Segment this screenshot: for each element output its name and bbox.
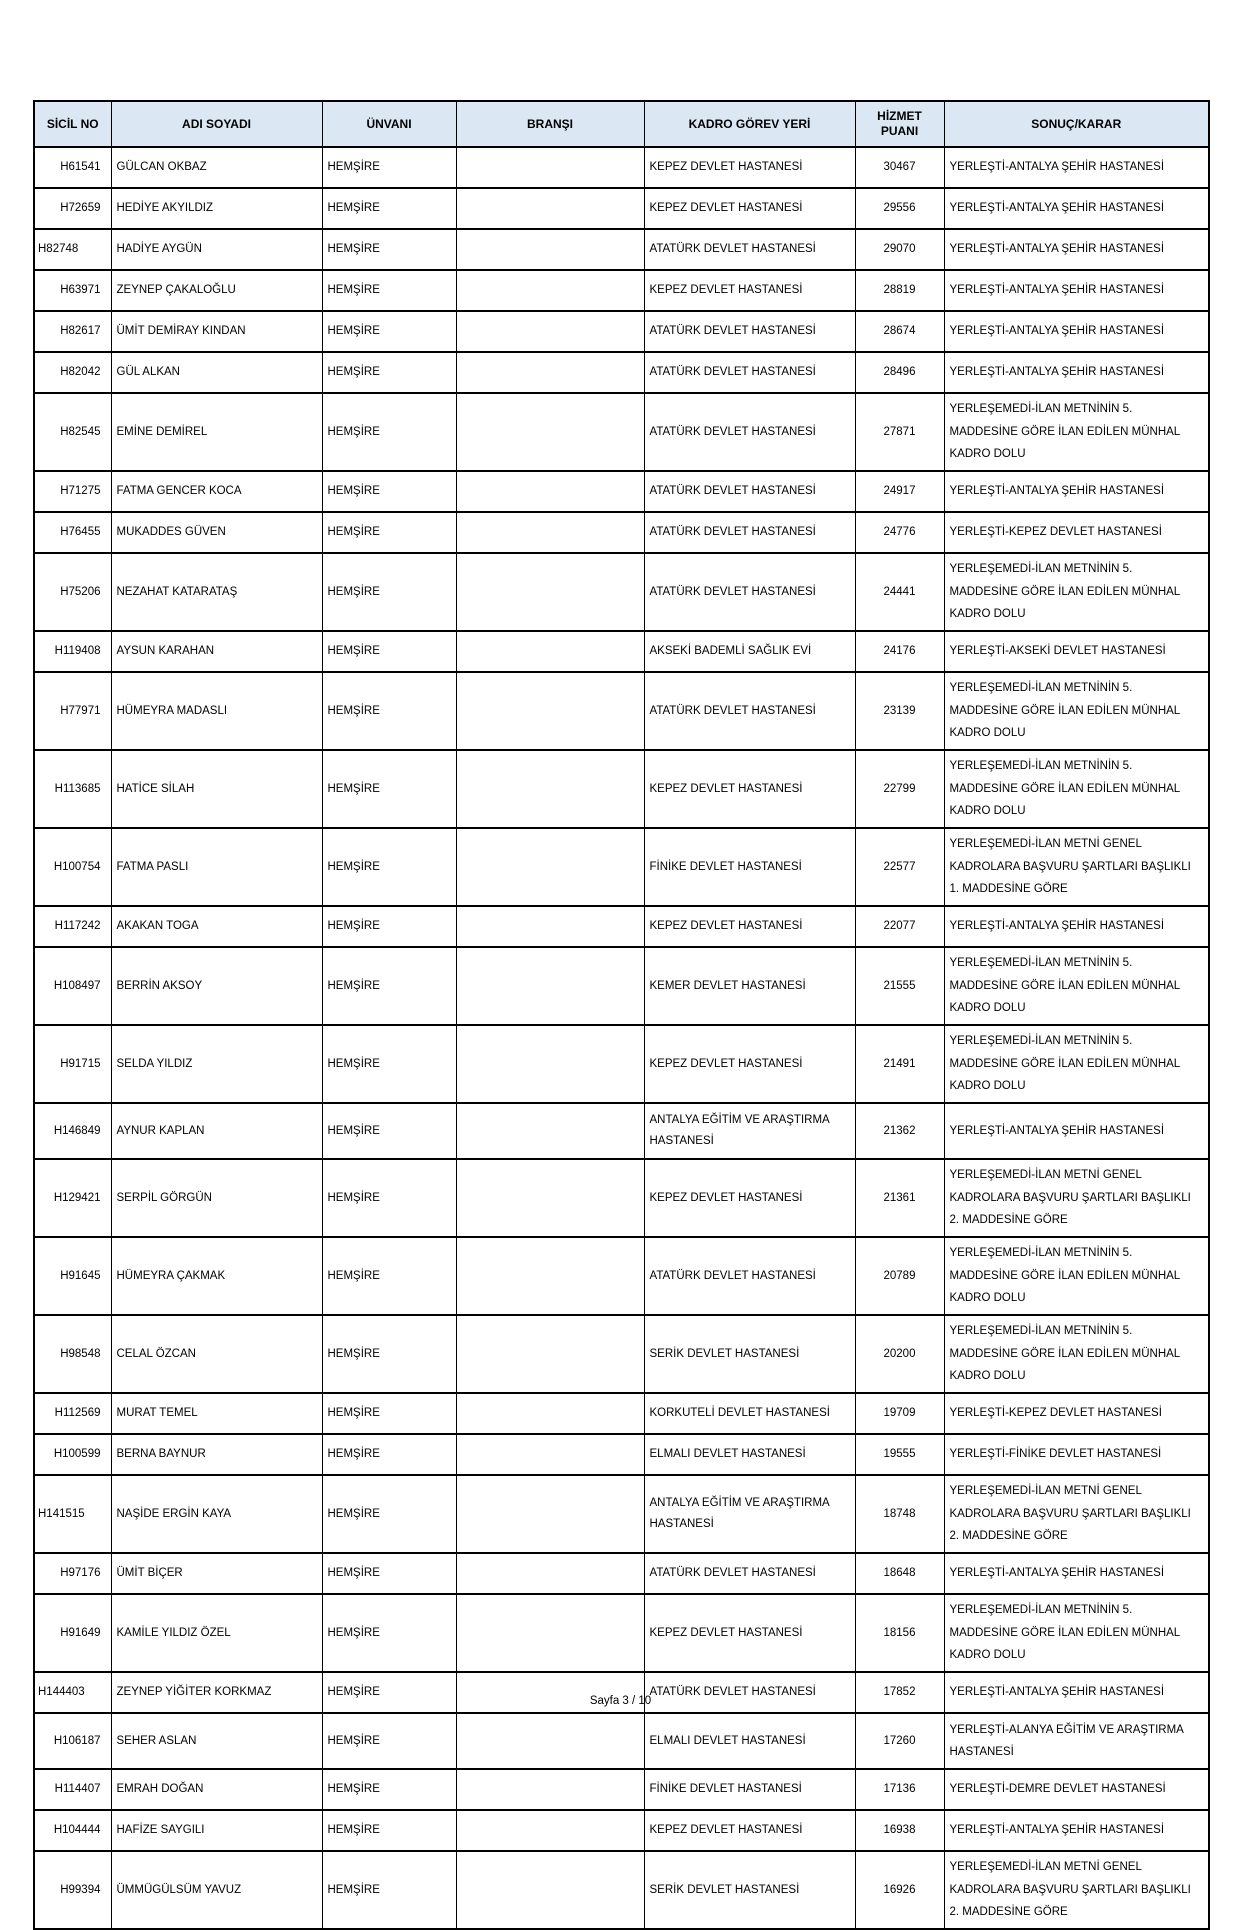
cell-bransi	[456, 352, 644, 393]
column-header-sonuc-karar: SONUÇ/KARAR	[944, 101, 1209, 147]
cell-sicil-no: H129421	[34, 1159, 111, 1237]
table-row	[34, 512, 1209, 553]
cell-unvani: HEMŞİRE	[322, 1475, 456, 1553]
cell-kadro-gorev-yeri: ATATÜRK DEVLET HASTANESİ	[644, 471, 855, 512]
cell-sicil-no: H100599	[34, 1434, 111, 1475]
cell-sicil-no: H119408	[34, 631, 111, 672]
cell-sicil-no: H144403	[34, 1672, 111, 1713]
cell-hizmet-puani: 29070	[855, 229, 944, 270]
cell-unvani: HEMŞİRE	[322, 1769, 456, 1810]
cell-kadro-gorev-yeri: ATATÜRK DEVLET HASTANESİ	[644, 1672, 855, 1713]
cell-hizmet-puani: 18748	[855, 1475, 944, 1553]
cell-sicil-no: H106187	[34, 1713, 111, 1769]
cell-sicil-no: H104444	[34, 1810, 111, 1851]
cell-unvani: HEMŞİRE	[322, 352, 456, 393]
cell-adi-soyadi: ZEYNEP ÇAKALOĞLU	[111, 270, 322, 311]
cell-bransi	[456, 906, 644, 947]
cell-sicil-no: H63971	[34, 270, 111, 311]
table-row	[34, 828, 1209, 906]
cell-hizmet-puani: 22799	[855, 750, 944, 828]
cell-sicil-no: H76455	[34, 512, 111, 553]
cell-kadro-gorev-yeri: KEPEZ DEVLET HASTANESİ	[644, 1810, 855, 1851]
cell-sonuc-karar: YERLEŞTİ-DEMRE DEVLET HASTANESİ	[944, 1769, 1209, 1810]
cell-kadro-gorev-yeri: AKSEKİ BADEMLİ SAĞLIK EVİ	[644, 631, 855, 672]
cell-sonuc-karar: YERLEŞEMEDİ-İLAN METNİNİN 5. MADDESİNE GÖRE İLAN EDİLEN MÜNHAL KADRO DOLU	[944, 393, 1209, 471]
table-row	[34, 147, 1209, 188]
cell-bransi	[456, 311, 644, 352]
cell-kadro-gorev-yeri: ATATÜRK DEVLET HASTANESİ	[644, 311, 855, 352]
cell-sicil-no: H141515	[34, 1475, 111, 1553]
cell-bransi	[456, 1315, 644, 1393]
cell-kadro-gorev-yeri: ELMALI DEVLET HASTANESİ	[644, 1713, 855, 1769]
cell-bransi	[456, 229, 644, 270]
cell-adi-soyadi: NEZAHAT KATARATAŞ	[111, 553, 322, 631]
cell-bransi	[456, 828, 644, 906]
cell-kadro-gorev-yeri: FİNİKE DEVLET HASTANESİ	[644, 1769, 855, 1810]
cell-sonuc-karar: YERLEŞTİ-KEPEZ DEVLET HASTANESİ	[944, 1393, 1209, 1434]
cell-sonuc-karar: YERLEŞTİ-ANTALYA ŞEHİR HASTANESİ	[944, 1810, 1209, 1851]
cell-kadro-gorev-yeri: KEPEZ DEVLET HASTANESİ	[644, 147, 855, 188]
cell-hizmet-puani: 17852	[855, 1672, 944, 1713]
cell-adi-soyadi: EMİNE DEMİREL	[111, 393, 322, 471]
cell-adi-soyadi: BERNA BAYNUR	[111, 1434, 322, 1475]
cell-sonuc-karar: YERLEŞTİ-ANTALYA ŞEHİR HASTANESİ	[944, 471, 1209, 512]
cell-sonuc-karar: YERLEŞEMEDİ-İLAN METNİNİN 5. MADDESİNE GÖRE İLAN EDİLEN MÜNHAL KADRO DOLU	[944, 672, 1209, 750]
cell-unvani: HEMŞİRE	[322, 1237, 456, 1315]
cell-unvani: HEMŞİRE	[322, 1810, 456, 1851]
table-row	[34, 188, 1209, 229]
table-row	[34, 672, 1209, 750]
cell-bransi	[456, 672, 644, 750]
cell-hizmet-puani: 22077	[855, 906, 944, 947]
cell-sicil-no: H77971	[34, 672, 111, 750]
cell-sonuc-karar: YERLEŞEMEDİ-İLAN METNİNİN 5. MADDESİNE GÖRE İLAN EDİLEN MÜNHAL KADRO DOLU	[944, 553, 1209, 631]
table-row	[34, 393, 1209, 471]
cell-bransi	[456, 1475, 644, 1553]
cell-kadro-gorev-yeri: SERİK DEVLET HASTANESİ	[644, 1315, 855, 1393]
table-row	[34, 1315, 1209, 1393]
cell-bransi	[456, 393, 644, 471]
table-row	[34, 1475, 1209, 1553]
cell-adi-soyadi: HAFİZE SAYGILI	[111, 1810, 322, 1851]
table-row	[34, 1025, 1209, 1103]
cell-bransi	[456, 553, 644, 631]
cell-sicil-no: H61541	[34, 147, 111, 188]
table-row	[34, 1851, 1209, 1929]
table-row	[34, 1553, 1209, 1594]
cell-hizmet-puani: 19709	[855, 1393, 944, 1434]
table-row	[34, 270, 1209, 311]
cell-kadro-gorev-yeri: KEMER DEVLET HASTANESİ	[644, 947, 855, 1025]
cell-kadro-gorev-yeri: KEPEZ DEVLET HASTANESİ	[644, 1025, 855, 1103]
column-header-unvani: ÜNVANI	[322, 101, 456, 147]
cell-adi-soyadi: EMRAH DOĞAN	[111, 1769, 322, 1810]
cell-kadro-gorev-yeri: ANTALYA EĞİTİM VE ARAŞTIRMA HASTANESİ	[644, 1475, 855, 1553]
cell-sonuc-karar: YERLEŞTİ-FİNİKE DEVLET HASTANESİ	[944, 1434, 1209, 1475]
cell-unvani: HEMŞİRE	[322, 1025, 456, 1103]
cell-sonuc-karar: YERLEŞEMEDİ-İLAN METNİ GENEL KADROLARA BAŞVURU ŞARTLARI BAŞLIKLI 2. MADDESİNE GÖRE	[944, 1851, 1209, 1929]
table-row	[34, 1159, 1209, 1237]
cell-hizmet-puani: 22577	[855, 828, 944, 906]
cell-sicil-no: H100754	[34, 828, 111, 906]
cell-sicil-no: H99394	[34, 1851, 111, 1929]
cell-bransi	[456, 750, 644, 828]
cell-sicil-no: H117242	[34, 906, 111, 947]
cell-sonuc-karar: YERLEŞTİ-ANTALYA ŞEHİR HASTANESİ	[944, 1553, 1209, 1594]
cell-sicil-no: H72659	[34, 188, 111, 229]
cell-bransi	[456, 631, 644, 672]
cell-sonuc-karar: YERLEŞTİ-ANTALYA ŞEHİR HASTANESİ	[944, 906, 1209, 947]
cell-kadro-gorev-yeri: KEPEZ DEVLET HASTANESİ	[644, 750, 855, 828]
cell-unvani: HEMŞİRE	[322, 631, 456, 672]
table-row	[34, 1769, 1209, 1810]
table-row	[34, 1594, 1209, 1672]
cell-bransi	[456, 1594, 644, 1672]
cell-kadro-gorev-yeri: ATATÜRK DEVLET HASTANESİ	[644, 393, 855, 471]
table-row	[34, 906, 1209, 947]
cell-kadro-gorev-yeri: KEPEZ DEVLET HASTANESİ	[644, 906, 855, 947]
cell-hizmet-puani: 28496	[855, 352, 944, 393]
cell-unvani: HEMŞİRE	[322, 229, 456, 270]
cell-kadro-gorev-yeri: ANTALYA EĞİTİM VE ARAŞTIRMA HASTANESİ	[644, 1103, 855, 1159]
cell-hizmet-puani: 16938	[855, 1810, 944, 1851]
cell-sicil-no: H82748	[34, 229, 111, 270]
cell-hizmet-puani: 23139	[855, 672, 944, 750]
cell-bransi	[456, 1159, 644, 1237]
cell-adi-soyadi: HEDİYE AKYILDIZ	[111, 188, 322, 229]
cell-sonuc-karar: YERLEŞEMEDİ-İLAN METNİNİN 5. MADDESİNE GÖRE İLAN EDİLEN MÜNHAL KADRO DOLU	[944, 947, 1209, 1025]
cell-sicil-no: H113685	[34, 750, 111, 828]
cell-sicil-no: H108497	[34, 947, 111, 1025]
cell-unvani: HEMŞİRE	[322, 553, 456, 631]
table-row	[34, 553, 1209, 631]
cell-hizmet-puani: 18648	[855, 1553, 944, 1594]
cell-kadro-gorev-yeri: ELMALI DEVLET HASTANESİ	[644, 1434, 855, 1475]
cell-adi-soyadi: NAŞİDE ERGİN KAYA	[111, 1475, 322, 1553]
table-row	[34, 1810, 1209, 1851]
cell-adi-soyadi: HATİCE SİLAH	[111, 750, 322, 828]
cell-sonuc-karar: YERLEŞTİ-ANTALYA ŞEHİR HASTANESİ	[944, 352, 1209, 393]
cell-kadro-gorev-yeri: ATATÜRK DEVLET HASTANESİ	[644, 512, 855, 553]
cell-adi-soyadi: SEHER ASLAN	[111, 1713, 322, 1769]
cell-bransi	[456, 1851, 644, 1929]
cell-hizmet-puani: 20200	[855, 1315, 944, 1393]
cell-unvani: HEMŞİRE	[322, 1315, 456, 1393]
cell-sonuc-karar: YERLEŞTİ-ANTALYA ŞEHİR HASTANESİ	[944, 229, 1209, 270]
cell-adi-soyadi: AKAKAN TOGA	[111, 906, 322, 947]
cell-hizmet-puani: 19555	[855, 1434, 944, 1475]
column-header-bransi: BRANŞI	[456, 101, 644, 147]
cell-kadro-gorev-yeri: FİNİKE DEVLET HASTANESİ	[644, 828, 855, 906]
cell-hizmet-puani: 30467	[855, 147, 944, 188]
cell-kadro-gorev-yeri: ATATÜRK DEVLET HASTANESİ	[644, 672, 855, 750]
cell-sicil-no: H82617	[34, 311, 111, 352]
table-row	[34, 311, 1209, 352]
cell-unvani: HEMŞİRE	[322, 750, 456, 828]
placement-table	[33, 100, 1210, 1930]
table-header-row	[34, 101, 1209, 147]
cell-unvani: HEMŞİRE	[322, 1159, 456, 1237]
cell-kadro-gorev-yeri: ATATÜRK DEVLET HASTANESİ	[644, 553, 855, 631]
cell-adi-soyadi: ÜMİT DEMİRAY KINDAN	[111, 311, 322, 352]
cell-kadro-gorev-yeri: KEPEZ DEVLET HASTANESİ	[644, 188, 855, 229]
cell-sonuc-karar: YERLEŞTİ-ALANYA EĞİTİM VE ARAŞTIRMA HASTANESİ	[944, 1713, 1209, 1769]
cell-hizmet-puani: 24776	[855, 512, 944, 553]
cell-unvani: HEMŞİRE	[322, 270, 456, 311]
cell-hizmet-puani: 28819	[855, 270, 944, 311]
cell-bransi	[456, 270, 644, 311]
cell-adi-soyadi: CELAL ÖZCAN	[111, 1315, 322, 1393]
cell-adi-soyadi: SELDA YILDIZ	[111, 1025, 322, 1103]
cell-unvani: HEMŞİRE	[322, 393, 456, 471]
cell-unvani: HEMŞİRE	[322, 947, 456, 1025]
cell-hizmet-puani: 24441	[855, 553, 944, 631]
cell-sicil-no: H98548	[34, 1315, 111, 1393]
cell-sicil-no: H91649	[34, 1594, 111, 1672]
cell-adi-soyadi: HADİYE AYGÜN	[111, 229, 322, 270]
cell-unvani: HEMŞİRE	[322, 1713, 456, 1769]
cell-sicil-no: H114407	[34, 1769, 111, 1810]
cell-hizmet-puani: 29556	[855, 188, 944, 229]
table-row	[34, 229, 1209, 270]
cell-unvani: HEMŞİRE	[322, 1393, 456, 1434]
column-header-hizmet-puani: HİZMET PUANI	[855, 101, 944, 147]
cell-adi-soyadi: HÜMEYRA ÇAKMAK	[111, 1237, 322, 1315]
table-row	[34, 947, 1209, 1025]
cell-adi-soyadi: SERPİL GÖRGÜN	[111, 1159, 322, 1237]
cell-kadro-gorev-yeri: ATATÜRK DEVLET HASTANESİ	[644, 1237, 855, 1315]
cell-sicil-no: H82042	[34, 352, 111, 393]
cell-bransi	[456, 188, 644, 229]
cell-adi-soyadi: FATMA PASLI	[111, 828, 322, 906]
cell-sicil-no: H82545	[34, 393, 111, 471]
cell-unvani: HEMŞİRE	[322, 471, 456, 512]
cell-sonuc-karar: YERLEŞTİ-ANTALYA ŞEHİR HASTANESİ	[944, 1103, 1209, 1159]
cell-unvani: HEMŞİRE	[322, 1103, 456, 1159]
cell-adi-soyadi: ÜMMÜGÜLSÜM YAVUZ	[111, 1851, 322, 1929]
cell-sonuc-karar: YERLEŞTİ-ANTALYA ŞEHİR HASTANESİ	[944, 188, 1209, 229]
cell-unvani: HEMŞİRE	[322, 147, 456, 188]
cell-hizmet-puani: 28674	[855, 311, 944, 352]
cell-bransi	[456, 947, 644, 1025]
cell-sonuc-karar: YERLEŞTİ-ANTALYA ŞEHİR HASTANESİ	[944, 1672, 1209, 1713]
cell-hizmet-puani: 21491	[855, 1025, 944, 1103]
cell-hizmet-puani: 16926	[855, 1851, 944, 1929]
cell-kadro-gorev-yeri: SERİK DEVLET HASTANESİ	[644, 1851, 855, 1929]
cell-unvani: HEMŞİRE	[322, 1594, 456, 1672]
cell-sicil-no: H75206	[34, 553, 111, 631]
cell-sicil-no: H91715	[34, 1025, 111, 1103]
cell-adi-soyadi: ÜMİT BİÇER	[111, 1553, 322, 1594]
cell-sonuc-karar: YERLEŞTİ-ANTALYA ŞEHİR HASTANESİ	[944, 311, 1209, 352]
column-header-sicil-no: SİCİL NO	[34, 101, 111, 147]
cell-sonuc-karar: YERLEŞTİ-ANTALYA ŞEHİR HASTANESİ	[944, 270, 1209, 311]
cell-adi-soyadi: AYNUR KAPLAN	[111, 1103, 322, 1159]
cell-bransi	[456, 1553, 644, 1594]
table-row	[34, 1434, 1209, 1475]
column-header-adi-soyadi: ADI SOYADI	[111, 101, 322, 147]
placement-table-sheet	[33, 100, 1208, 1930]
cell-sicil-no: H112569	[34, 1393, 111, 1434]
cell-adi-soyadi: MURAT TEMEL	[111, 1393, 322, 1434]
cell-hizmet-puani: 27871	[855, 393, 944, 471]
cell-hizmet-puani: 20789	[855, 1237, 944, 1315]
cell-sonuc-karar: YERLEŞEMEDİ-İLAN METNİNİN 5. MADDESİNE GÖRE İLAN EDİLEN MÜNHAL KADRO DOLU	[944, 1025, 1209, 1103]
table-row	[34, 1393, 1209, 1434]
cell-unvani: HEMŞİRE	[322, 1434, 456, 1475]
cell-sonuc-karar: YERLEŞEMEDİ-İLAN METNİ GENEL KADROLARA BAŞVURU ŞARTLARI BAŞLIKLI 2. MADDESİNE GÖRE	[944, 1475, 1209, 1553]
cell-kadro-gorev-yeri: ATATÜRK DEVLET HASTANESİ	[644, 229, 855, 270]
cell-sonuc-karar: YERLEŞTİ-KEPEZ DEVLET HASTANESİ	[944, 512, 1209, 553]
cell-adi-soyadi: KAMİLE YILDIZ ÖZEL	[111, 1594, 322, 1672]
cell-sonuc-karar: YERLEŞTİ-ANTALYA ŞEHİR HASTANESİ	[944, 147, 1209, 188]
cell-unvani: HEMŞİRE	[322, 1851, 456, 1929]
table-row	[34, 1237, 1209, 1315]
cell-bransi	[456, 1025, 644, 1103]
cell-bransi	[456, 1810, 644, 1851]
cell-kadro-gorev-yeri: KORKUTELİ DEVLET HASTANESİ	[644, 1393, 855, 1434]
table-row	[34, 750, 1209, 828]
cell-sicil-no: H91645	[34, 1237, 111, 1315]
cell-hizmet-puani: 17136	[855, 1769, 944, 1810]
table-body	[34, 147, 1209, 1929]
cell-adi-soyadi: GÜL ALKAN	[111, 352, 322, 393]
cell-unvani: HEMŞİRE	[322, 188, 456, 229]
cell-unvani: HEMŞİRE	[322, 1672, 456, 1713]
cell-adi-soyadi: MUKADDES GÜVEN	[111, 512, 322, 553]
cell-sonuc-karar: YERLEŞTİ-AKSEKİ DEVLET HASTANESİ	[944, 631, 1209, 672]
cell-bransi	[456, 147, 644, 188]
cell-adi-soyadi: BERRİN AKSOY	[111, 947, 322, 1025]
cell-adi-soyadi: AYSUN KARAHAN	[111, 631, 322, 672]
cell-unvani: HEMŞİRE	[322, 906, 456, 947]
cell-sonuc-karar: YERLEŞEMEDİ-İLAN METNİNİN 5. MADDESİNE GÖRE İLAN EDİLEN MÜNHAL KADRO DOLU	[944, 1594, 1209, 1672]
table-row	[34, 1713, 1209, 1769]
cell-adi-soyadi: GÜLCAN OKBAZ	[111, 147, 322, 188]
table-row	[34, 471, 1209, 512]
table-row	[34, 352, 1209, 393]
table-header	[34, 101, 1209, 147]
cell-adi-soyadi: HÜMEYRA MADASLI	[111, 672, 322, 750]
cell-hizmet-puani: 24917	[855, 471, 944, 512]
cell-sonuc-karar: YERLEŞEMEDİ-İLAN METNİNİN 5. MADDESİNE GÖRE İLAN EDİLEN MÜNHAL KADRO DOLU	[944, 750, 1209, 828]
cell-sonuc-karar: YERLEŞEMEDİ-İLAN METNİNİN 5. MADDESİNE GÖRE İLAN EDİLEN MÜNHAL KADRO DOLU	[944, 1315, 1209, 1393]
cell-bransi	[456, 1103, 644, 1159]
cell-adi-soyadi: ZEYNEP YİĞİTER KORKMAZ	[111, 1672, 322, 1713]
cell-unvani: HEMŞİRE	[322, 311, 456, 352]
table-row	[34, 1103, 1209, 1159]
cell-kadro-gorev-yeri: ATATÜRK DEVLET HASTANESİ	[644, 1553, 855, 1594]
page-number: Sayfa 3 / 10	[589, 1695, 652, 1707]
cell-hizmet-puani: 24176	[855, 631, 944, 672]
cell-bransi	[456, 1713, 644, 1769]
cell-sicil-no: H97176	[34, 1553, 111, 1594]
cell-sonuc-karar: YERLEŞEMEDİ-İLAN METNİ GENEL KADROLARA BAŞVURU ŞARTLARI BAŞLIKLI 2. MADDESİNE GÖRE	[944, 1159, 1209, 1237]
cell-bransi	[456, 1434, 644, 1475]
cell-bransi	[456, 1393, 644, 1434]
cell-hizmet-puani: 21362	[855, 1103, 944, 1159]
cell-unvani: HEMŞİRE	[322, 512, 456, 553]
cell-bransi	[456, 1237, 644, 1315]
cell-unvani: HEMŞİRE	[322, 828, 456, 906]
cell-unvani: HEMŞİRE	[322, 1553, 456, 1594]
cell-hizmet-puani: 21555	[855, 947, 944, 1025]
cell-unvani: HEMŞİRE	[322, 672, 456, 750]
cell-hizmet-puani: 21361	[855, 1159, 944, 1237]
cell-kadro-gorev-yeri: ATATÜRK DEVLET HASTANESİ	[644, 352, 855, 393]
cell-hizmet-puani: 17260	[855, 1713, 944, 1769]
cell-sicil-no: H71275	[34, 471, 111, 512]
cell-sicil-no: H146849	[34, 1103, 111, 1159]
cell-sonuc-karar: YERLEŞEMEDİ-İLAN METNİ GENEL KADROLARA BAŞVURU ŞARTLARI BAŞLIKLI 1. MADDESİNE GÖRE	[944, 828, 1209, 906]
cell-bransi	[456, 1769, 644, 1810]
cell-sonuc-karar: YERLEŞEMEDİ-İLAN METNİNİN 5. MADDESİNE GÖRE İLAN EDİLEN MÜNHAL KADRO DOLU	[944, 1237, 1209, 1315]
table-row	[34, 631, 1209, 672]
cell-bransi	[456, 471, 644, 512]
cell-hizmet-puani: 18156	[855, 1594, 944, 1672]
column-header-kadro-gorev-yeri: KADRO GÖREV YERİ	[644, 101, 855, 147]
cell-kadro-gorev-yeri: KEPEZ DEVLET HASTANESİ	[644, 1159, 855, 1237]
cell-kadro-gorev-yeri: KEPEZ DEVLET HASTANESİ	[644, 1594, 855, 1672]
cell-bransi	[456, 512, 644, 553]
cell-adi-soyadi: FATMA GENCER KOCA	[111, 471, 322, 512]
cell-kadro-gorev-yeri: KEPEZ DEVLET HASTANESİ	[644, 270, 855, 311]
